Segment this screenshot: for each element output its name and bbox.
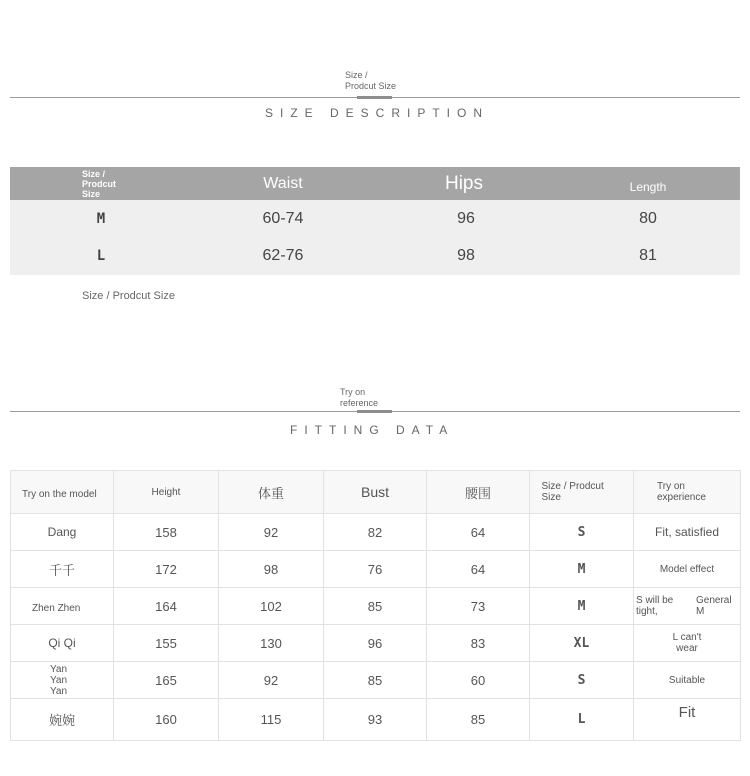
fitting-section-tab	[357, 410, 392, 413]
fitting-cell-bust: 93	[324, 699, 427, 741]
fitting-cell-waist: 73	[427, 588, 530, 625]
size-table-row-hips: 96	[457, 209, 475, 227]
fitting-cell-experience: Model effect	[634, 551, 741, 588]
size-table-header-hips: Hips	[444, 172, 483, 194]
fitting-header-model-text: Try on the model	[22, 488, 97, 500]
size-section-tab	[357, 96, 392, 99]
size-table-header-waist: Waist	[263, 174, 303, 192]
fitting-cell-experience: Fit	[634, 699, 741, 741]
fitting-cell-experience	[634, 625, 741, 662]
size-table-row-waist: 62-76	[262, 247, 304, 264]
fitting-cell-experience	[634, 588, 741, 625]
fitting-cell-model: 千千	[11, 551, 114, 588]
size-table-header-length: Length	[629, 179, 667, 194]
fitting-cell-weight: 98	[219, 551, 324, 588]
fitting-cell-waist: 83	[427, 625, 530, 662]
fitting-cell-experience-text: L can't wear	[672, 632, 702, 654]
fitting-cell-experience-a: S will be tight,	[636, 595, 674, 617]
fitting-cell-model-text: Zhen Zhen	[32, 602, 81, 614]
fitting-cell-model	[11, 662, 114, 699]
fitting-cell-size: M	[530, 551, 634, 588]
fitting-cell-experience-b: General M	[696, 595, 732, 617]
fitting-cell-bust: 85	[324, 662, 427, 699]
fitting-header-experience	[634, 471, 741, 514]
fitting-cell-size: S	[530, 514, 634, 551]
size-table-header	[10, 167, 740, 200]
fitting-cell-weight: 130	[219, 625, 324, 662]
fitting-cell-waist: 64	[427, 551, 530, 588]
fitting-header-bust: Bust	[324, 471, 427, 514]
size-section-label-line1: Size /	[345, 70, 368, 80]
fitting-cell-bust: 85	[324, 588, 427, 625]
size-table-header-size	[82, 167, 142, 200]
fitting-cell-weight: 92	[219, 514, 324, 551]
fitting-cell-bust: 96	[324, 625, 427, 662]
table-row	[11, 588, 741, 625]
fitting-cell-weight: 102	[219, 588, 324, 625]
fitting-cell-experience: Suitable	[634, 662, 741, 699]
fitting-section-label	[340, 387, 378, 409]
table-row	[11, 625, 741, 662]
fitting-cell-bust: 76	[324, 551, 427, 588]
size-section-label-line2: Prodcut Size	[345, 81, 397, 91]
fitting-header-size	[530, 471, 634, 514]
fitting-cell-model: Dang	[11, 514, 114, 551]
fitting-cell-model-text: Yan Yan Yan	[50, 663, 68, 697]
fitting-section-label-line1: Try on	[340, 387, 366, 397]
fitting-cell-model: Qi Qi	[11, 625, 114, 662]
fitting-cell-waist: 85	[427, 699, 530, 741]
fitting-cell-height: 165	[114, 662, 219, 699]
size-table-row-waist: 60-74	[262, 209, 304, 227]
size-table-body	[10, 200, 740, 275]
fitting-cell-height: 172	[114, 551, 219, 588]
size-table-row-length: 81	[639, 247, 657, 264]
fitting-header-weight: 体重	[219, 471, 324, 514]
fitting-cell-size: S	[530, 662, 634, 699]
fitting-header-waist: 腰围	[427, 471, 530, 514]
fitting-cell-size: XL	[530, 625, 634, 662]
table-row	[11, 662, 741, 699]
fitting-table-header	[11, 471, 741, 514]
fitting-cell-weight: 115	[219, 699, 324, 741]
fitting-header-experience-text: Try on experience	[657, 481, 706, 503]
fitting-cell-size: L	[530, 699, 634, 741]
fitting-section-label-line2: reference	[340, 398, 379, 408]
fitting-header-model	[11, 471, 114, 514]
table-row	[11, 699, 741, 741]
fitting-cell-height: 155	[114, 625, 219, 662]
fitting-cell-height: 160	[114, 699, 219, 741]
fitting-header-height: Height	[114, 471, 219, 514]
fitting-cell-model	[11, 588, 114, 625]
size-table-header-size-text: Size / Prodcut Size	[82, 168, 117, 199]
table-row	[11, 551, 741, 588]
fitting-cell-model: 婉婉	[11, 699, 114, 741]
fitting-table	[10, 470, 741, 741]
fitting-header-size-text: Size / Prodcut Size	[541, 481, 604, 503]
size-section-label	[345, 70, 396, 92]
fitting-cell-height: 158	[114, 514, 219, 551]
fitting-section-title: FITTING DATA	[290, 423, 455, 437]
fitting-cell-weight: 92	[219, 662, 324, 699]
size-section-title: SIZE DESCRIPTION	[265, 106, 490, 120]
fitting-cell-bust: 82	[324, 514, 427, 551]
fitting-cell-height: 164	[114, 588, 219, 625]
fitting-cell-waist: 60	[427, 662, 530, 699]
fitting-cell-waist: 64	[427, 514, 530, 551]
size-table-row-hips: 98	[457, 247, 475, 264]
fitting-cell-experience: Fit, satisfied	[634, 514, 741, 551]
size-table-row-length: 80	[639, 209, 657, 227]
fitting-cell-size: M	[530, 588, 634, 625]
size-table-row-size: L	[96, 248, 106, 264]
size-table-footnote: Size / Prodcut Size	[82, 290, 175, 302]
table-row	[11, 514, 741, 551]
size-table-row-size: M	[96, 210, 106, 227]
